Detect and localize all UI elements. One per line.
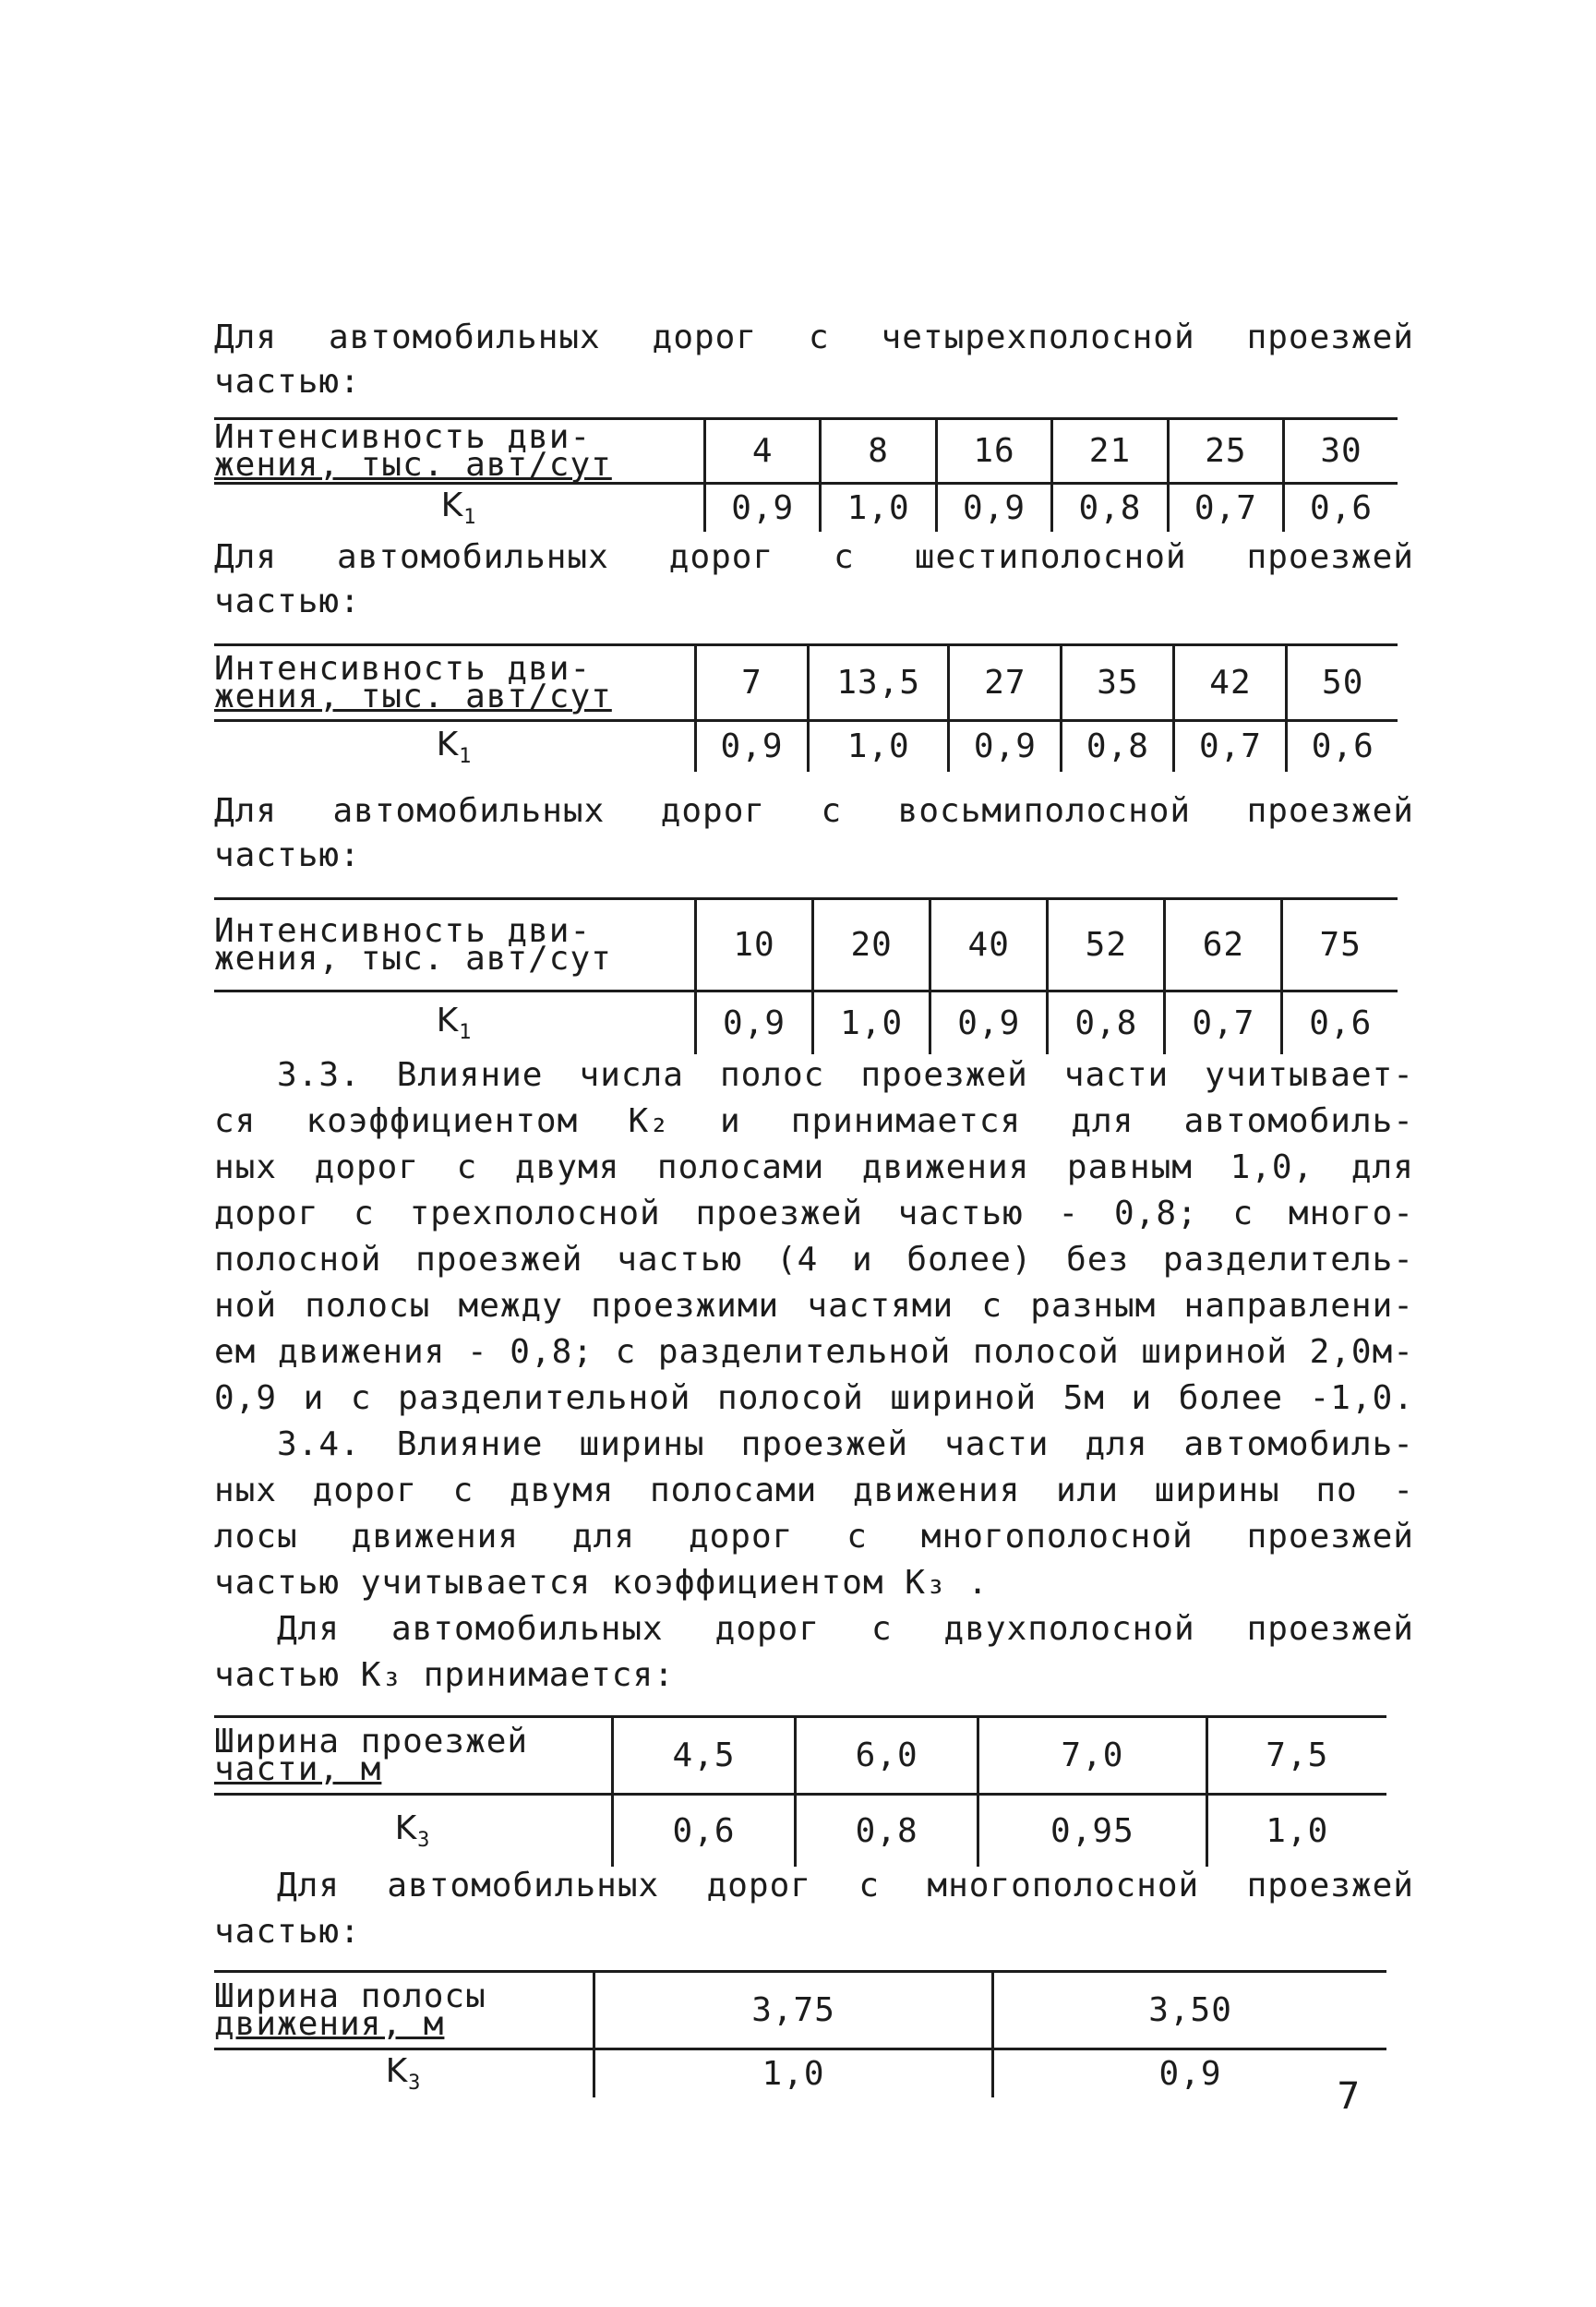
intensity-cell: 10 — [696, 899, 813, 991]
width-cell: 3,75 — [594, 1972, 993, 2049]
intro-line: Для автомобильных дорог с четырехполосной проезжей — [214, 318, 1414, 356]
intensity-cell: 7 — [696, 645, 809, 721]
width-cell: 4,5 — [613, 1717, 796, 1795]
k-label-cell — [214, 484, 705, 532]
intro-six-lane — [214, 535, 1414, 624]
intensity-cell: 62 — [1165, 899, 1282, 991]
paragraph-line: частью учитывается коэффициентом K₃ . — [214, 1564, 989, 1602]
k-label-cell — [214, 1795, 613, 1867]
k-cell: 0,6 — [1284, 484, 1398, 532]
k-cell: 0,9 — [993, 2049, 1386, 2097]
intro-line: Для автомобильных дорог с восьмиполосной проезжей — [214, 792, 1414, 830]
header-label-line: части, м — [214, 1749, 382, 1788]
k-cell: 1,0 — [813, 991, 930, 1054]
intro-line: Для автомобильных дорог с двухполосной проезжей — [277, 1610, 1414, 1648]
table-four-lane — [214, 417, 1398, 532]
intro-line: Для автомобильных дорог с многополосной проезжей — [277, 1867, 1414, 1904]
table-lane-width — [214, 1970, 1386, 2097]
width-cell: 7,0 — [978, 1717, 1206, 1795]
paragraph-line: полосной проезжей частью (4 и более) без разделитель- — [214, 1241, 1414, 1279]
intensity-cell: 42 — [1174, 645, 1287, 721]
header-label-line: Интенсивность дви- — [214, 417, 592, 456]
k-label-cell — [214, 2049, 594, 2097]
k-cell: 0,9 — [696, 721, 809, 772]
intensity-cell: 8 — [821, 419, 936, 484]
intensity-cell: 50 — [1287, 645, 1398, 721]
paragraph-line: 3.3. Влияние числа полос проезжей части учитывает- — [277, 1056, 1414, 1094]
intensity-cell: 27 — [949, 645, 1062, 721]
k-cell: 0,7 — [1165, 991, 1282, 1054]
paragraph-line: ся коэффициентом K₂ и принимается для автомобиль- — [214, 1102, 1414, 1140]
k-cell: 0,9 — [949, 721, 1062, 772]
k-symbol: K — [394, 1809, 418, 1848]
k-subscript: 1 — [459, 744, 473, 768]
k-subscript: 3 — [408, 2072, 422, 2096]
k-label-cell — [214, 721, 696, 772]
intro-line: частью K₃ принимается: — [214, 1656, 675, 1694]
k-cell: 0,6 — [613, 1795, 796, 1867]
k-cell: 0,9 — [936, 484, 1051, 532]
k-symbol: K — [436, 725, 460, 763]
intensity-cell: 21 — [1052, 419, 1168, 484]
header-label-line: Ширина проезжей — [214, 1722, 529, 1760]
k-subscript: 1 — [459, 1021, 473, 1045]
paragraph-3-4 — [214, 1422, 1414, 1606]
k-subscript: 3 — [417, 1829, 431, 1853]
paragraph-line: ной полосы между проезжими частями с разным направлени- — [214, 1287, 1414, 1325]
paragraph-line: дорог с трехполосной проезжей частью - 0,8; с много- — [214, 1195, 1414, 1232]
header-label-cell — [214, 1972, 594, 2049]
header-label-line: жения, тыс. авт/сут — [214, 939, 612, 978]
k-cell: 0,7 — [1168, 484, 1283, 532]
header-label-cell — [214, 1717, 613, 1795]
intensity-cell: 40 — [930, 899, 1048, 991]
intro-line: частью: — [214, 363, 361, 401]
intro-line: частью: — [214, 836, 361, 874]
intensity-cell: 20 — [813, 899, 930, 991]
intensity-cell: 52 — [1048, 899, 1165, 991]
paragraph-line: ных дорог с двумя полосами движения или ширины по - — [214, 1472, 1414, 1509]
paragraph-line: ем движения - 0,8; с разделительной полосой шириной 2,0м- — [214, 1333, 1414, 1371]
header-label-line: движения, м — [214, 2004, 445, 2043]
header-label-cell — [214, 645, 696, 721]
intro-line: частью: — [214, 583, 361, 620]
k-cell: 1,0 — [594, 2049, 993, 2097]
k-cell: 1,0 — [809, 721, 949, 772]
intro-multi-lane — [214, 1863, 1414, 1955]
k-cell: 0,9 — [930, 991, 1048, 1054]
k-cell: 0,8 — [1062, 721, 1174, 772]
intro-line: Для автомобильных дорог с шестиполосной проезжей — [214, 538, 1414, 576]
intro-four-lane — [214, 316, 1414, 404]
header-label-cell — [214, 419, 705, 484]
table-carriageway-width — [214, 1715, 1386, 1867]
intensity-cell: 16 — [936, 419, 1051, 484]
intensity-cell: 75 — [1282, 899, 1398, 991]
k-cell: 0,8 — [1048, 991, 1165, 1054]
intensity-cell: 25 — [1168, 419, 1283, 484]
k-cell: 0,6 — [1287, 721, 1398, 772]
table-six-lane — [214, 643, 1398, 772]
k-cell: 0,8 — [1052, 484, 1168, 532]
paragraph-line: лосы движения для дорог с многополосной проезжей — [214, 1518, 1414, 1556]
paragraph-line: 0,9 и с разделительной полосой шириной 5м и более -1,0. — [214, 1379, 1414, 1417]
header-label-line: Интенсивность дви- — [214, 911, 592, 950]
k-cell: 1,0 — [821, 484, 936, 532]
table-eight-lane — [214, 897, 1398, 1054]
intro-two-lane — [214, 1606, 1414, 1699]
width-cell: 3,50 — [993, 1972, 1386, 2049]
header-label-line: жения, тыс. авт/сут — [214, 445, 612, 484]
k-cell: 1,0 — [1206, 1795, 1386, 1867]
header-label-line: Интенсивность дви- — [214, 649, 592, 688]
intro-eight-lane — [214, 789, 1414, 878]
header-label-cell — [214, 899, 696, 991]
width-cell: 7,5 — [1206, 1717, 1386, 1795]
k-subscript: 1 — [463, 506, 477, 530]
intensity-cell: 13,5 — [809, 645, 949, 721]
k-cell: 0,9 — [696, 991, 813, 1054]
k-cell: 0,9 — [705, 484, 821, 532]
paragraph-3-3 — [214, 1052, 1414, 1422]
intro-line: частью: — [214, 1913, 361, 1951]
k-cell: 0,8 — [796, 1795, 978, 1867]
k-label-cell — [214, 991, 696, 1054]
k-symbol: K — [440, 487, 464, 525]
k-symbol: K — [436, 1002, 460, 1040]
intensity-cell: 30 — [1284, 419, 1398, 484]
header-label-line: Ширина полосы — [214, 1977, 486, 2015]
header-label-line: жения, тыс. авт/сут — [214, 677, 612, 715]
intensity-cell: 35 — [1062, 645, 1174, 721]
intensity-cell: 4 — [705, 419, 821, 484]
k-cell: 0,6 — [1282, 991, 1398, 1054]
k-cell: 0,95 — [978, 1795, 1206, 1867]
k-cell: 0,7 — [1174, 721, 1287, 772]
page-number: 7 — [1337, 2075, 1361, 2118]
k-symbol: K — [385, 2052, 409, 2091]
paragraph-line: ных дорог с двумя полосами движения равным 1,0, для — [214, 1148, 1414, 1186]
width-cell: 6,0 — [796, 1717, 978, 1795]
paragraph-line: 3.4. Влияние ширины проезжей части для автомобиль- — [277, 1425, 1414, 1463]
